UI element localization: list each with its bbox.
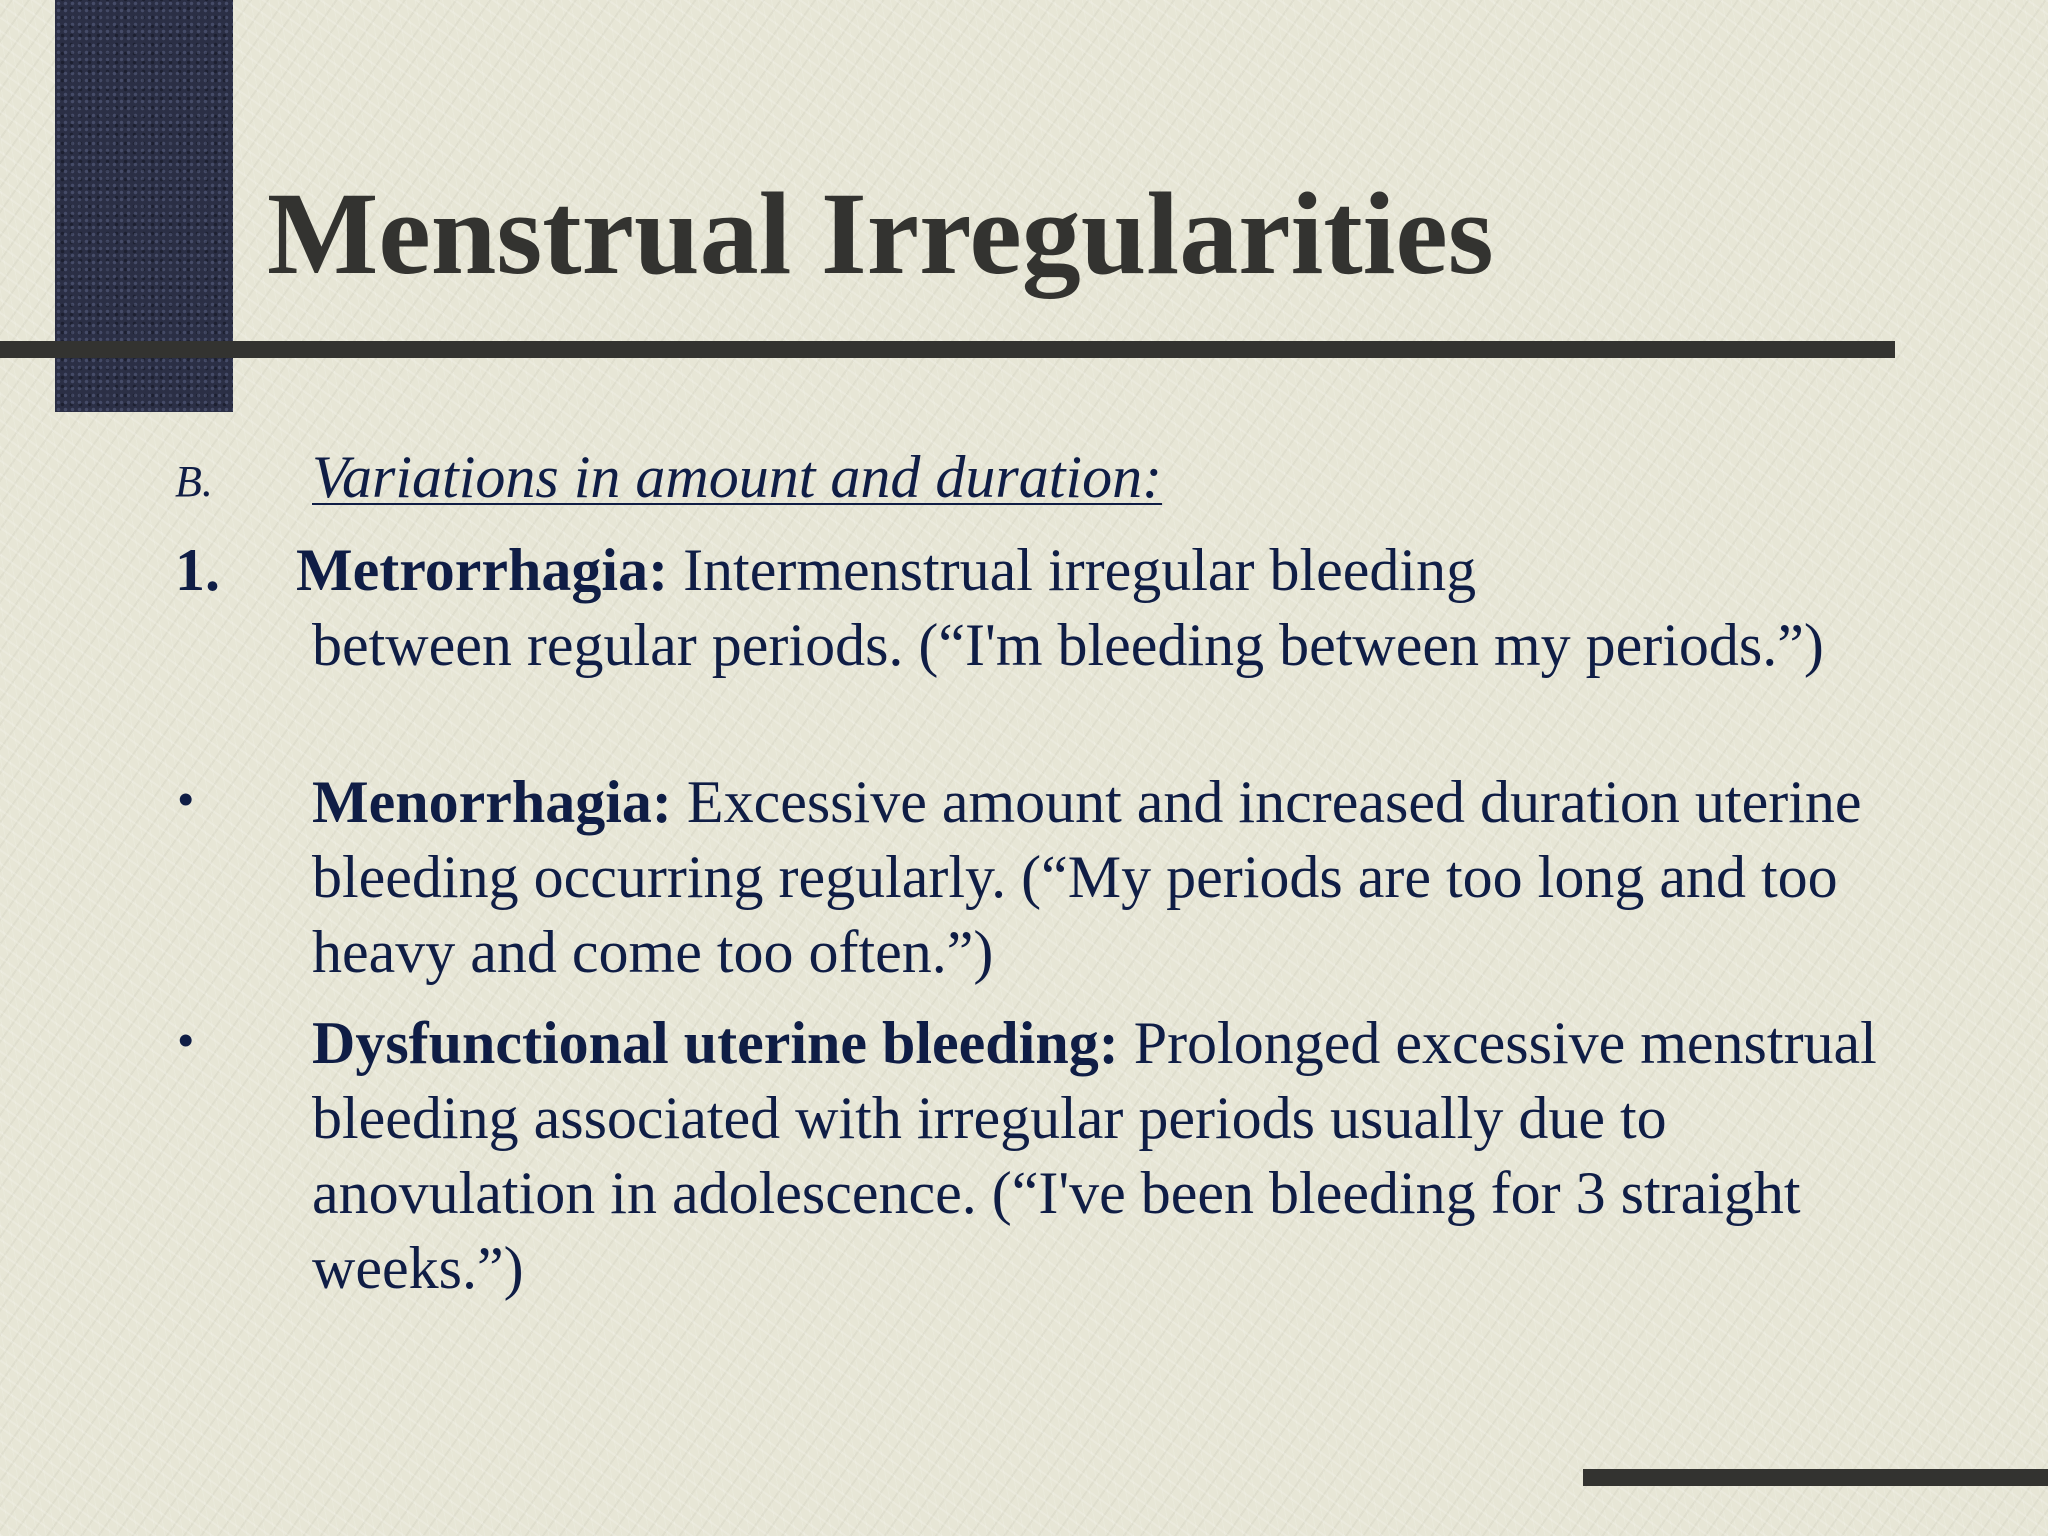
definition-menorrhagia: Excessive amount and increased duration uterine bleeding occurring regularly. (“My periods are too long and too heavy and come too often.”) [312, 769, 1862, 985]
definition-metrorrhagia-first-line: Intermenstrual irregular bleeding [668, 537, 1477, 603]
list-marker-1: 1. [175, 537, 220, 603]
bullet-marker-menorrhagia: • [178, 775, 194, 824]
subhead-marker: B. [175, 457, 213, 506]
definition-metrorrhagia-continued: between regular periods. (“I'm bleeding between my periods.”) [312, 612, 1824, 678]
list-item-menorrhagia [312, 765, 1912, 990]
list-item-dysfunctional-uterine-bleeding [312, 1006, 1912, 1306]
page-title: Menstrual Irregularities [267, 168, 1494, 299]
term-menorrhagia: Menorrhagia: [312, 769, 672, 835]
footer-divider [1583, 1469, 2048, 1486]
term-metrorrhagia: Metrorrhagia: [296, 537, 669, 603]
definition-dysfunctional-uterine-bleeding: Prolonged excessive menstrual bleeding associated with irregular periods usually due to anovulation in adolescence. (“I've been bleeding for 3 straight weeks.”) [312, 1010, 1877, 1301]
title-divider [0, 341, 1895, 358]
list-item-metrorrhagia [296, 533, 1896, 608]
term-dysfunctional-uterine-bleeding: Dysfunctional uterine bleeding: [312, 1010, 1119, 1076]
subhead-text: Variations in amount and duration: [312, 444, 1163, 510]
bullet-marker-dub: • [178, 1016, 194, 1065]
